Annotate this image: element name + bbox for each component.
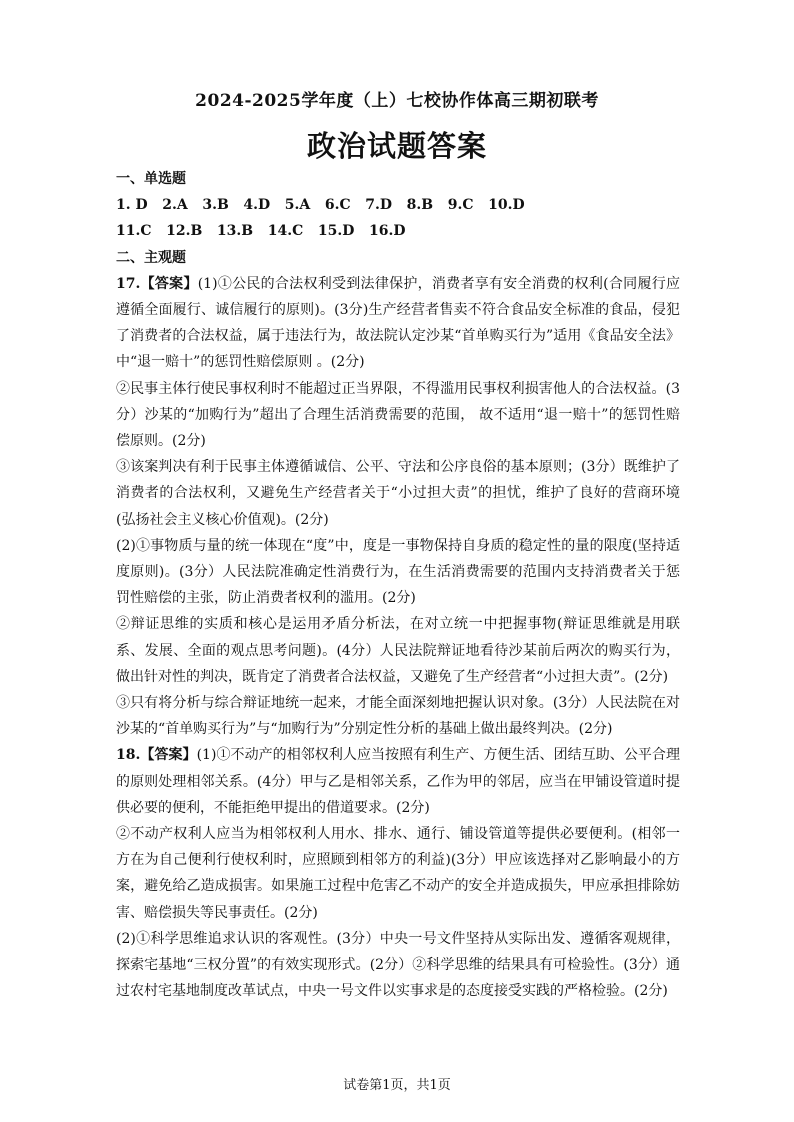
q17-p1-text: (1)①公民的合法权利受到法律保护，消费者享有安全消费的权利(合同履行应遵循全面履行、诚信履行的原则)。(3分)生产经营者售卖不符合食品安全标准的食品，侵犯了消费者的合法权益，属于违法行为，故法院认定沙某“首单购买行为”适用《食品安全法》中“退一赔十”的惩罚性赔偿原则 。(2分) <box>116 275 680 371</box>
single-choice-answers-row-2: 11.C 12.B 13.B 14.C 15.D 16.D <box>116 223 406 240</box>
section-heading-single-choice: 一、单选题 <box>116 171 186 187</box>
exam-title: 2024-2025学年度（上）七校协作体高三期初联考 <box>195 91 599 111</box>
q17-part1-point3: ③该案判决有利于民事主体遵循诚信、公平、守法和公序良俗的基本原则；(3分）既维护了消费者的合法权利，又避免生产经营者关于“小过担大责”的担忧，维护了良好的营商环境(弘扬社会主义核心价值观)。(2分) <box>116 459 680 528</box>
single-choice-answers-row-1: 1. D 2.A 3.B 4.D 5.A 6.C 7.D 8.B 9.C 10.D <box>116 197 525 214</box>
page-footer: 试卷第1页，共1页 <box>343 1078 451 1093</box>
q18-part1-point2: ②不动产权利人应当为相邻权利人用水、排水、通行、铺设管道等提供必要便利。(相邻一方在为自己便利行使权利时，应照顾到相邻方的利益)(3分）甲应该选择对乙影响最小的方案，避免给乙造成损害。如果施工过程中危害乙不动产的安全并造成损失，甲应承担排除妨害、赔偿损失等民事责任。(2分) <box>116 826 680 921</box>
exam-subtitle: 政治试题答案 <box>306 129 487 163</box>
q18-part1-point1 <box>116 742 680 821</box>
q18-p1-text: (1)①不动产的相邻权利人应当按照有利生产、方便生活、团结互助、公平合理的原则处理相邻关系。(4分）甲与乙是相邻关系，乙作为甲的邻居，应当在甲铺设管道时提供必要的便利，不能拒绝甲提出的借道要求。(2分) <box>116 747 680 816</box>
q18-label: 18.【答案】 <box>116 747 197 764</box>
q18-part2: (2)①科学思维追求认识的客观性。(3分）中央一号文件坚持从实际出发、遵循客观规律，探索宅基地“三权分置”的有效实现形式。(2分）②科学思维的结果具有可检验性。(3分）通过农村宅基地制度改革试点，中央一号文件以实事求是的态度接受实践的严格检验。(2分) <box>116 930 680 1000</box>
q17-part1-point1 <box>116 271 680 376</box>
q17-part2-point2: ②辩证思维的实质和核心是运用矛盾分析法，在对立统一中把握事物(辩证思维就是用联系、发展、全面的观点思考问题)。(4分）人民法院辩证地看待沙某前后两次的购买行为，做出针对性的判决，既肯定了消费者合法权益，又避免了生产经营者“小过担大责”。(2分) <box>116 616 680 685</box>
q17-part2-point1: (2)①事物质与量的统一体现在“度”中，度是一事物保持自身质的稳定性的量的限度(坚持适度原则)。(3分）人民法院准确定性消费行为，在生活消费需要的范围内支持消费者关于惩罚性赔偿的主张，防止消费者权利的滥用。(2分) <box>116 537 680 607</box>
section-heading-subjective: 二、主观题 <box>116 249 186 266</box>
q17-label: 17.【答案】 <box>116 275 198 292</box>
q17-part2-point3: ③只有将分析与综合辩证地统一起来，才能全面深刻地把握认识对象。(3分）人民法院在对沙某的“首单购买行为”与“加购行为”分别定性分析的基础上做出最终判决。(2分) <box>116 695 680 738</box>
answer-content <box>116 166 680 1005</box>
q17-part1-point2: ②民事主体行使民事权利时不能超过正当界限，不得滥用民事权利损害他人的合法权益。(3分）沙某的“加购行为”超出了合理生活消费需要的范围， 故不适用“退一赔十”的惩罚性赔偿原则。(2分) <box>116 380 680 450</box>
